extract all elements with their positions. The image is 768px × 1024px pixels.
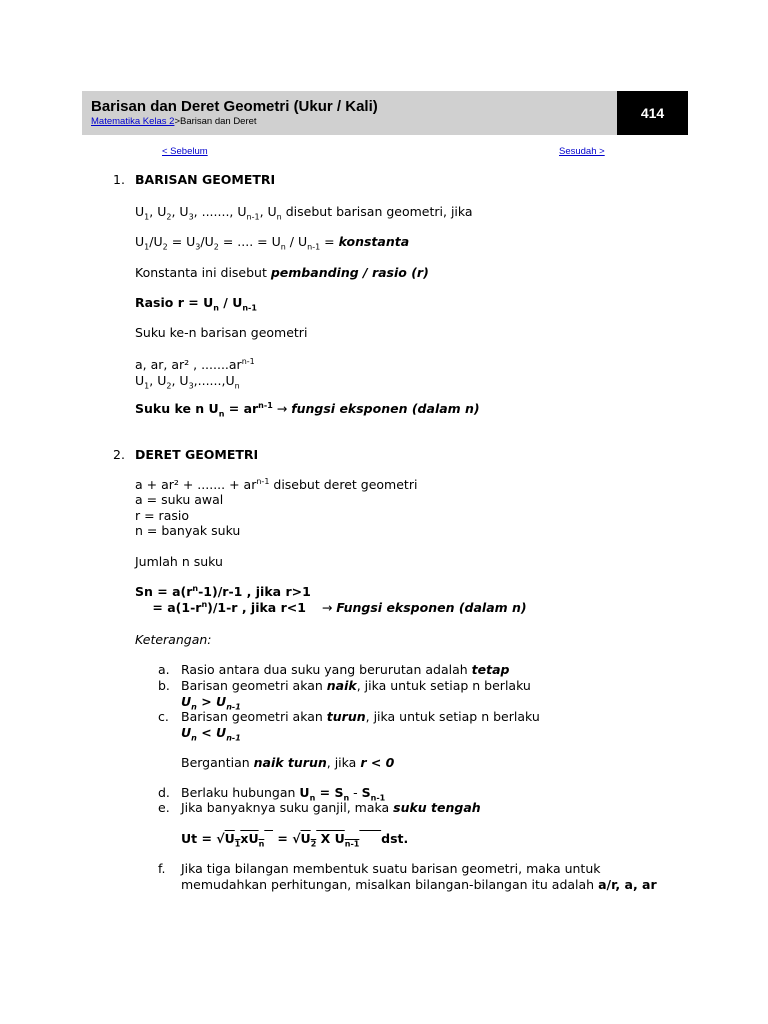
next-link[interactable]: Sesudah > [559, 146, 605, 157]
breadcrumb-current: >Barisan dan Deret [174, 116, 257, 127]
section2-heading: DERET GEOMETRI [135, 447, 259, 462]
breadcrumb-link-matematika[interactable]: Matematika Kelas 2 [91, 116, 175, 127]
item-a-text: Rasio antara dua suku yang berurutan adalah tetap [181, 662, 510, 677]
item-d-text: Berlaku hubungan $U_n = S_n - S_{n-1}$ [181, 785, 386, 803]
sum-label: Jumlah n suku [135, 554, 223, 569]
item-c-condition: $U_n < U_{n-1}$ [181, 725, 241, 743]
geometric-terms: a, ar, ar² , $.......ar^{n-1}$ [135, 356, 255, 372]
sum-formula-2: = $a(1-r^n)/1-r$ , jika r<1 → Fungsi eksponen (dalam n) [135, 599, 527, 615]
def-r: r = rasio [135, 508, 189, 523]
alternating-text: Bergantian naik turun, jika r < 0 [181, 755, 395, 770]
middle-term-formula: $Ut = √U_1xU_n = √U_2$ X $U_{n-1}$ dst. [181, 831, 409, 849]
page-number: 414 [617, 91, 688, 135]
breadcrumb [91, 116, 257, 127]
prev-link[interactable]: < Sebelum [162, 146, 208, 157]
item-a-label: a. [158, 662, 170, 677]
rasio-formula: Rasio $r = U_n / U_{n-1}$ [135, 295, 257, 313]
keterangan-label: Keterangan: [135, 632, 212, 647]
page-title: Barisan dan Deret Geometri (Ukur / Kali) [91, 98, 378, 115]
item-b-condition: $U_n > U_{n-1}$ [181, 694, 241, 712]
nth-term-formula: Suku ke n $U_n = ar^{n-1}$ → fungsi eksponen (dalam n) [135, 400, 480, 419]
item-f-line2: memudahkan perhitungan, misalkan bilangan-bilangan itu adalah a/r, a, ar [181, 877, 657, 892]
item-f-line1: Jika tiga bilangan membentuk suatu barisan geometri, maka untuk [181, 861, 601, 876]
item-f-label: f. [158, 861, 166, 876]
item-b-label: b. [158, 678, 170, 693]
item-e-text: Jika banyaknya suku ganjil, maka suku tengah [181, 800, 481, 815]
item-d-label: d. [158, 785, 170, 800]
item-b-text: Barisan geometri akan naik, jika untuk setiap n berlaku [181, 678, 531, 693]
item-e-label: e. [158, 800, 170, 815]
section1-heading: BARISAN GEOMETRI [135, 172, 276, 187]
def-n: n = banyak suku [135, 523, 241, 538]
ratio-description: Konstanta ini disebut pembanding / rasio (r) [135, 265, 429, 280]
series-definition: a + ar² + ....... + $ar^{n-1}$ disebut deret geometri [135, 476, 418, 492]
term-indices: $U_1$, $U_2$, $U_3,......,U_n$ [135, 373, 240, 391]
item-c-text: Barisan geometri akan turun, jika untuk setiap n berlaku [181, 709, 540, 724]
sequence-definition: $U_1$, $U_2$, $U_3$, ......., $U_{n-1}$, $U_n$ disebut barisan geometri, jika [135, 204, 473, 222]
def-a: a = suku awal [135, 492, 224, 507]
section2-number: 2. [113, 447, 125, 462]
sum-formula-1: $Sn = a(r^n-1)/r-1$ , jika r>1 [135, 583, 311, 599]
item-c-label: c. [158, 709, 169, 724]
section1-number: 1. [113, 172, 125, 187]
ratio-formula: $U_1/U_2 = U_3/U_2$ = .... = $U_n / U_{n-1}$ = konstanta [135, 234, 410, 252]
nth-term-label: Suku ke-n barisan geometri [135, 325, 308, 340]
